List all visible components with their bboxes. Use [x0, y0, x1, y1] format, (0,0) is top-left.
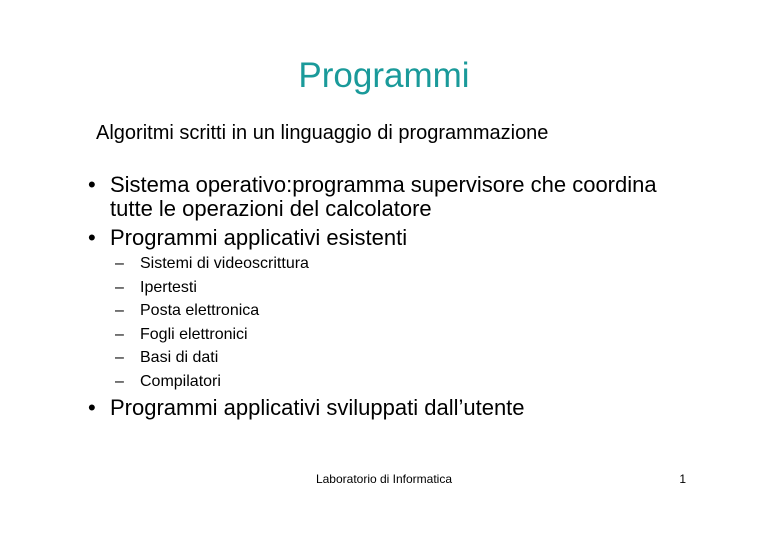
bullet-text: Programmi applicativi sviluppati dall’utente	[110, 395, 525, 420]
bullet-text: Programmi applicativi esistenti	[110, 225, 408, 250]
slide-title: Programmi	[298, 56, 470, 95]
bullet-dot: •	[88, 225, 96, 250]
dash-marker: –	[115, 349, 124, 367]
list-item-text: Ipertesti	[140, 278, 197, 296]
slide-subtitle: Algoritmi scritti in un linguaggio di programmazione	[96, 122, 549, 144]
list-item-text: Sistemi di videoscrittura	[140, 255, 309, 272]
dash-marker: –	[115, 302, 124, 320]
dash-marker: –	[115, 372, 124, 390]
dash-marker: –	[115, 278, 124, 296]
list-item-text: Fogli elettronici	[140, 325, 248, 343]
bullet-text: Sistema operativo:programma supervisore che coordina	[110, 172, 657, 197]
bullet-text-continuation: tutte le operazioni del calcolatore	[110, 196, 432, 221]
slide-footer: Laboratorio di Informatica	[315, 472, 453, 486]
dash-marker: –	[115, 325, 124, 343]
bullet-dot: •	[88, 172, 96, 197]
dash-marker: –	[115, 255, 124, 272]
list-item-text: Posta elettronica	[140, 302, 260, 320]
page-number: 1	[679, 472, 686, 486]
bullet-dot: •	[88, 395, 96, 420]
list-item-text: Basi di dati	[140, 349, 219, 367]
list-item-text: Compilatori	[140, 372, 221, 390]
